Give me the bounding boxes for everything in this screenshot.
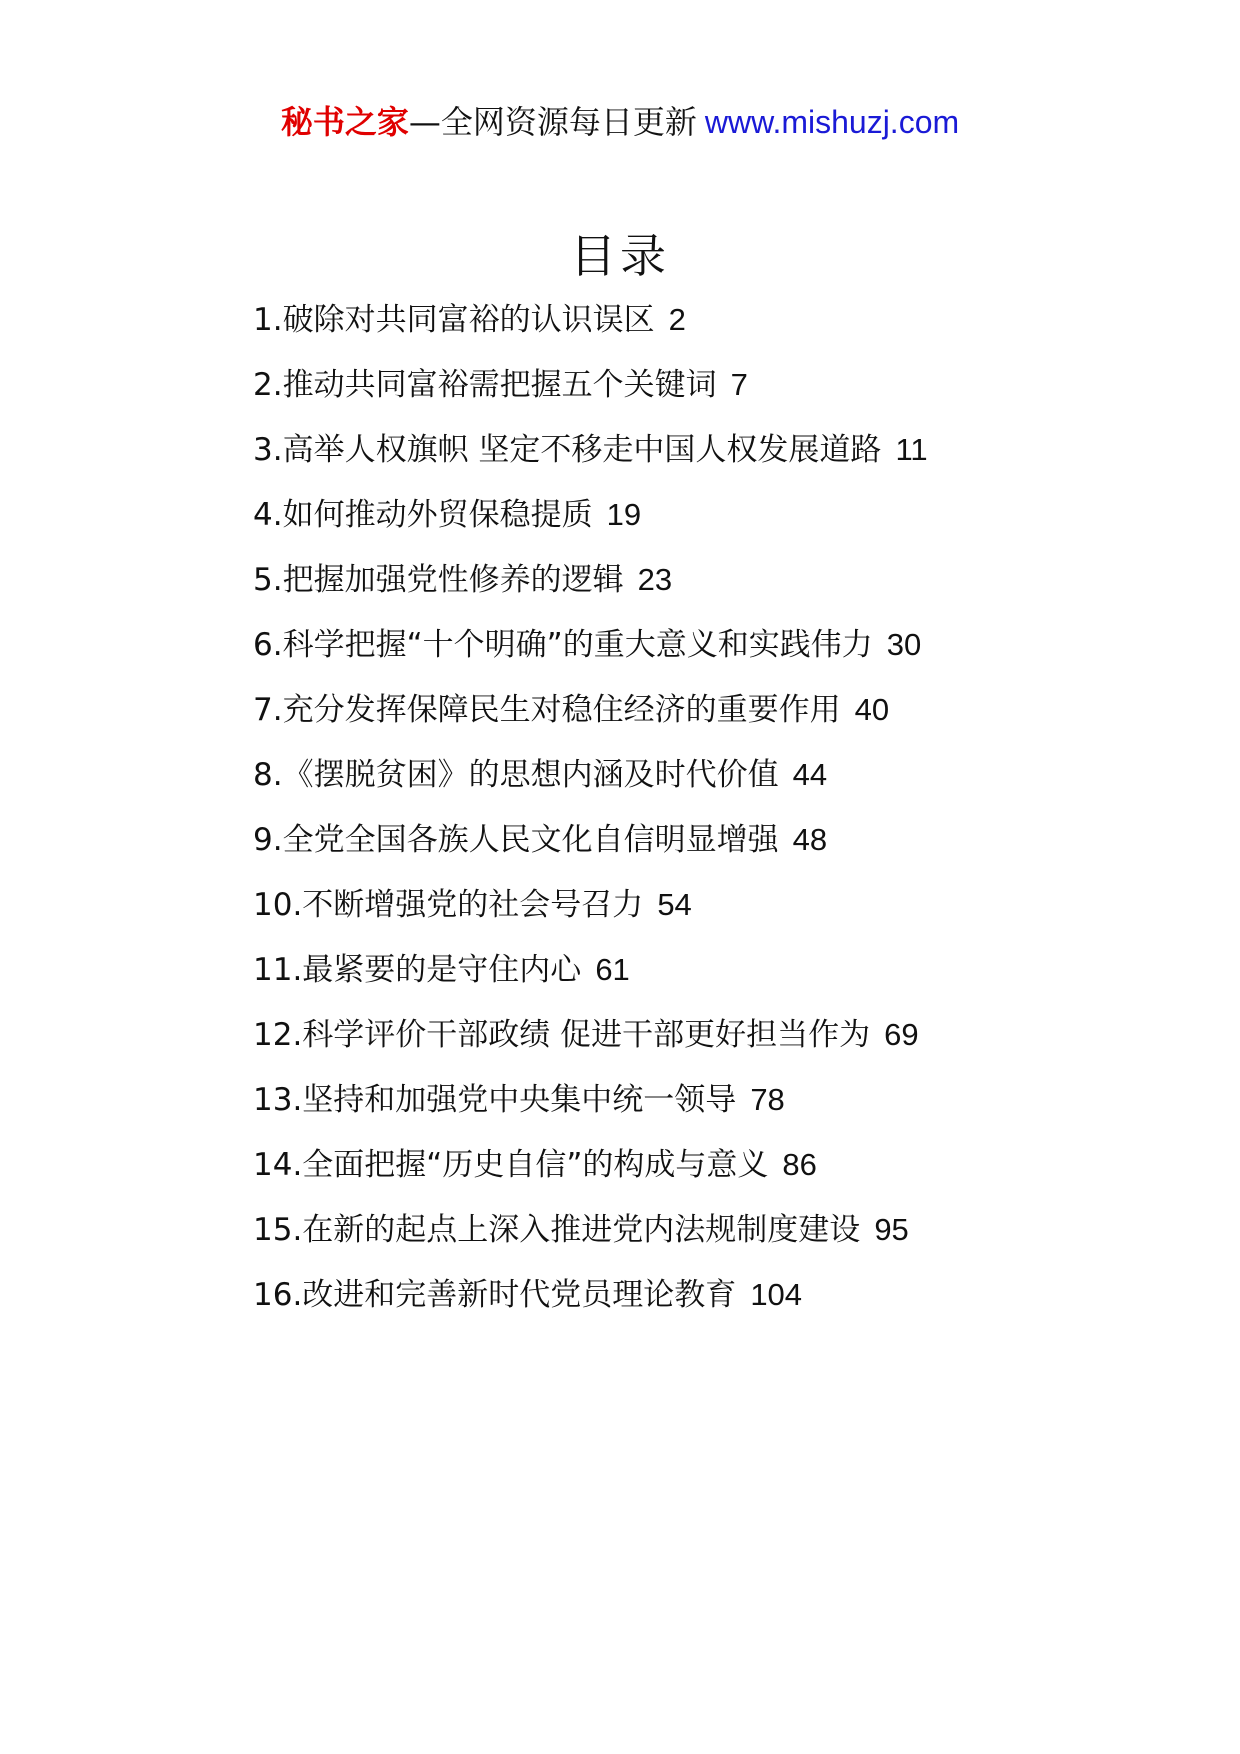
toc-entry[interactable] — [253, 556, 1153, 621]
toc-entry-title: 12.科学评价干部政绩 促进干部更好担当作为 — [253, 1017, 871, 1053]
toc-entry-title: 14.全面把握“历史自信”的构成与意义 — [253, 1147, 769, 1183]
toc-entry-page: 54 — [657, 887, 692, 922]
toc-entry-title: 8.《摆脱贫困》的思想内涵及时代价值 — [253, 757, 779, 793]
toc-entry[interactable] — [253, 361, 1153, 426]
toc-entry-title: 13.坚持和加强党中央集中统一领导 — [253, 1082, 737, 1118]
toc-entry-title: 7.充分发挥保障民生对稳住经济的重要作用 — [253, 692, 841, 728]
toc-entry[interactable] — [253, 946, 1153, 1011]
toc-entry-page: 11 — [895, 432, 928, 467]
toc-entry-title: 16.改进和完善新时代党员理论教育 — [253, 1277, 737, 1313]
toc-entry[interactable] — [253, 1011, 1153, 1076]
toc-entry-page: 40 — [854, 692, 890, 727]
toc-entry[interactable] — [253, 1206, 1153, 1271]
toc-entry-page: 30 — [886, 627, 922, 662]
toc-entry-page: 78 — [750, 1082, 785, 1117]
toc-entry-title: 10.不断增强党的社会号召力 — [253, 887, 644, 923]
toc-title: 目录 — [570, 229, 670, 283]
toc-entry-title: 3.高举人权旗帜 坚定不移走中国人权发展道路 — [253, 432, 882, 468]
toc-entry-page: 23 — [637, 562, 673, 597]
toc-entry-title: 5.把握加强党性修养的逻辑 — [253, 562, 624, 598]
toc-entry-page: 95 — [874, 1212, 909, 1247]
toc-entry-page: 86 — [782, 1147, 817, 1182]
page-header — [0, 102, 1240, 142]
toc-entry-title: 11.最紧要的是守住内心 — [253, 952, 582, 988]
toc-entry[interactable] — [253, 426, 1153, 491]
toc-entry-page: 19 — [606, 497, 642, 532]
toc-entry-page: 61 — [595, 952, 630, 987]
toc-entry[interactable] — [253, 881, 1153, 946]
toc-entry[interactable] — [253, 1076, 1153, 1141]
toc-entry[interactable] — [253, 1141, 1153, 1206]
toc-entry[interactable] — [253, 1271, 1153, 1336]
toc-entry-page: 7 — [730, 367, 748, 402]
toc-entry-title: 9.全党全国各族人民文化自信明显增强 — [253, 822, 779, 858]
toc-entry[interactable] — [253, 491, 1153, 556]
toc-entry-title: 2.推动共同富裕需把握五个关键词 — [253, 367, 717, 403]
toc-entry[interactable] — [253, 816, 1153, 881]
toc-entry-page: 48 — [792, 822, 828, 857]
toc-entry-page: 44 — [792, 757, 828, 792]
header-tagline: —全网资源每日更新 — [408, 103, 697, 141]
toc-entry-title: 15.在新的起点上深入推进党内法规制度建设 — [253, 1212, 861, 1248]
toc-entry[interactable] — [253, 686, 1153, 751]
toc-entry-page: 104 — [750, 1277, 803, 1312]
website-link[interactable]: www.mishuzj.com — [704, 104, 960, 140]
toc-entry[interactable] — [253, 751, 1153, 816]
toc-entry-title: 6.科学把握“十个明确”的重大意义和实践伟力 — [253, 627, 873, 663]
table-of-contents — [253, 296, 1153, 1336]
toc-entry[interactable] — [253, 296, 1153, 361]
toc-entry-title: 1.破除对共同富裕的认识误区 — [253, 302, 655, 338]
toc-entry-title: 4.如何推动外贸保稳提质 — [253, 497, 593, 533]
brand-name: 秘书之家 — [280, 103, 409, 141]
toc-entry[interactable] — [253, 621, 1153, 686]
toc-entry-page: 2 — [668, 302, 686, 337]
toc-entry-page: 69 — [884, 1017, 919, 1052]
